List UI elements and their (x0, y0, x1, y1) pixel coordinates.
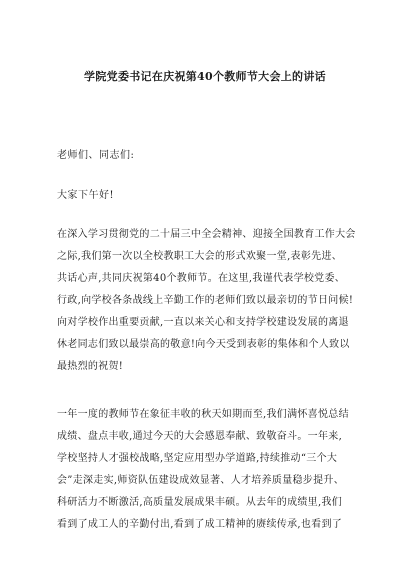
paragraph-line: 一年一度的教师节在象征丰收的秋天如期而至,我们满怀喜悦总结 (57, 409, 349, 420)
salutation: 老师们、同志们: (57, 150, 135, 161)
paragraph-2 (57, 404, 357, 536)
paragraph-line: 向对学校作出重要贡献,一直以来关心和支持学校建设发展的离退 (57, 317, 349, 328)
document-title: 学院党委书记在庆祝第40个教师节大会上的讲话 (84, 70, 326, 83)
paragraph-line: 最热烈的祝贺! (57, 361, 124, 372)
paragraph-line: 看到了成工人的辛勤付出,看到了成工精神的赓续传承,也看到了 (57, 519, 343, 530)
paragraph-line: 科研活力不断激活,高质量发展成果丰硕。从去年的成绩里,我们 (57, 497, 343, 508)
paragraph-line: 会”走深走实,师资队伍建设成效显著、人才培养质量稳步提升、 (57, 475, 344, 486)
greeting: 大家下午好! (57, 190, 115, 201)
paragraph-1 (57, 224, 357, 378)
paragraph-line: 共话心声,共同庆祝第40个教师节。在这里,我谨代表学校党委、 (57, 273, 346, 284)
paragraph-line: 之际,我们第一次以全校教职工大会的形式欢聚一堂,表彰先进、 (57, 251, 343, 262)
paragraph-line: 行政,向学校各条战线上辛勤工作的老师们致以最亲切的节日问候! (57, 295, 354, 306)
paragraph-line: 休老同志们致以最崇高的敬意!向今天受到表彰的集体和个人致以 (57, 339, 350, 350)
paragraph-line: 在深入学习贯彻党的二十届三中全会精神、迎接全国教育工作大会 (57, 229, 356, 240)
paragraph-line: 成绩、盘点丰收,通过今天的大会感恩奉献、致敬奋斗。一年来, (57, 431, 343, 442)
paragraph-line: 学校坚持人才强校战略,坚定应用型办学道路,持续推动“三个大 (57, 453, 338, 464)
